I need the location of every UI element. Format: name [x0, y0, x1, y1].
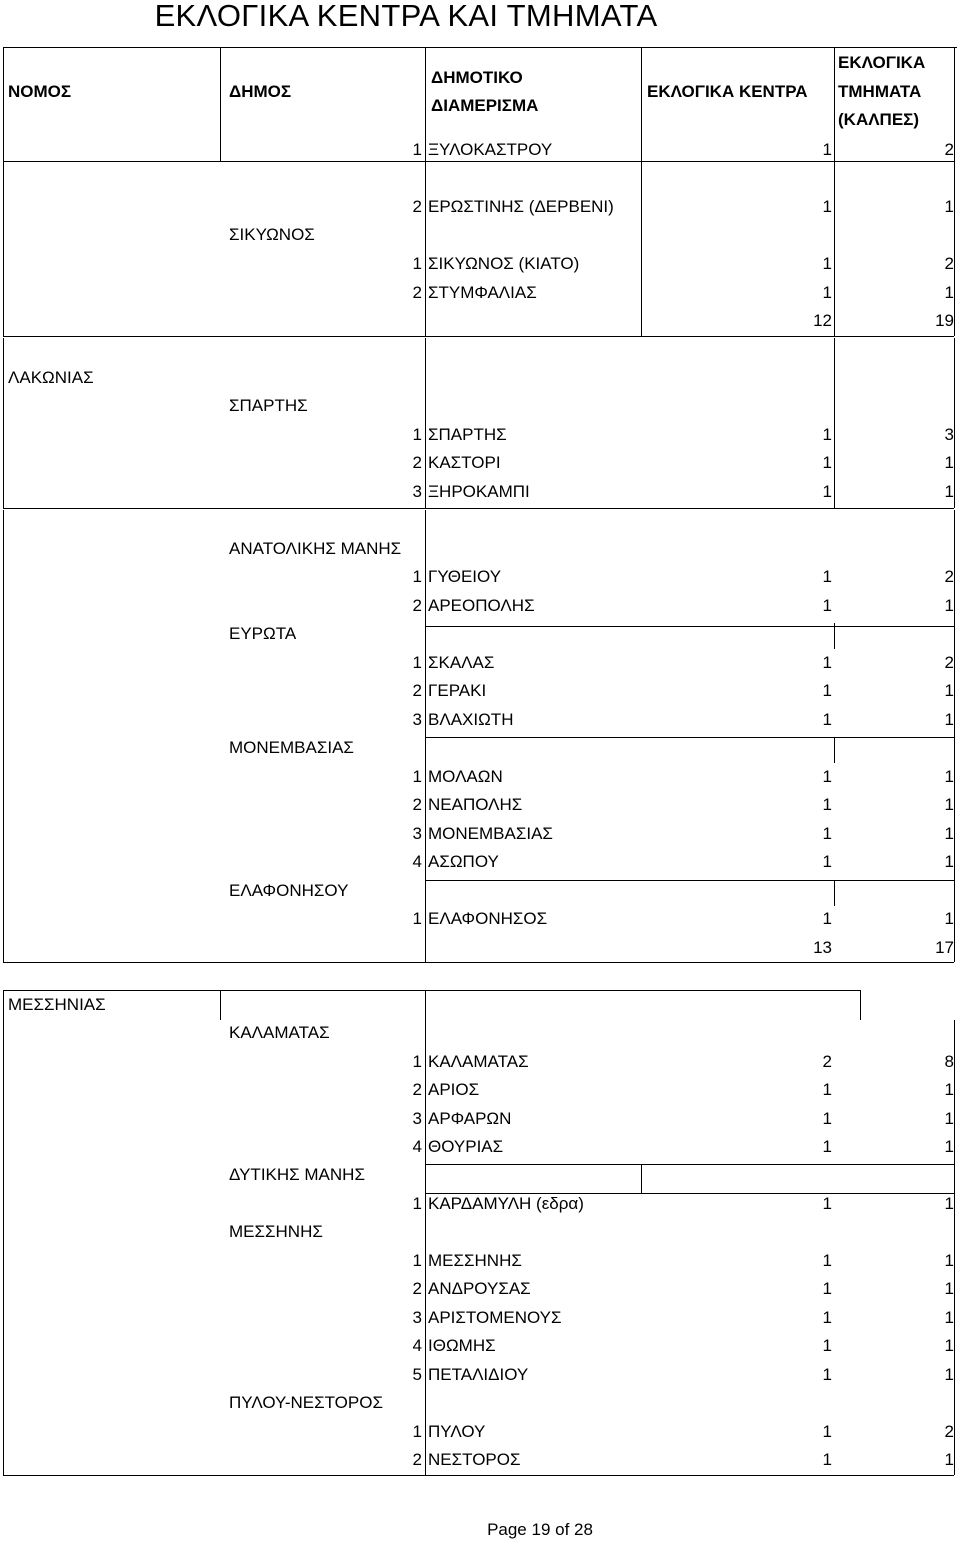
- kentra-count: 1: [822, 1109, 832, 1128]
- grid-line: [425, 510, 426, 962]
- diamerisma-number: 2: [412, 1279, 422, 1298]
- kentra-count: 1: [822, 909, 832, 928]
- diamerisma-name: ΑΝΔΡΟΥΣΑΣ: [428, 1279, 531, 1298]
- grid-line: [3, 508, 954, 509]
- diamerisma-number: 3: [412, 824, 422, 843]
- tmimata-count: 2: [944, 653, 954, 672]
- diamerisma-number: 3: [412, 482, 422, 501]
- tmimata-count: 1: [944, 852, 954, 871]
- diamerisma-name: ΙΘΩΜΗΣ: [428, 1336, 496, 1355]
- dimos-cell: ΜΕΣΣΗΝΗΣ: [229, 1222, 323, 1241]
- kentra-count: 1: [822, 140, 832, 159]
- diamerisma-name: ΑΡΙΣΤΟΜΕΝΟΥΣ: [428, 1308, 562, 1327]
- grid-line: [3, 1475, 954, 1476]
- tmimata-count: 1: [944, 1109, 954, 1128]
- nomos-cell: ΛΑΚΩΝΙΑΣ: [8, 368, 94, 387]
- grid-line: [3, 161, 955, 162]
- dimos-cell: ΜΟΝΕΜΒΑΣΙΑΣ: [229, 738, 354, 757]
- kentra-count: 1: [822, 425, 832, 444]
- diamerisma-number: 1: [412, 254, 422, 273]
- kentra-count: 1: [822, 681, 832, 700]
- dimos-cell: ΣΙΚΥΩΝΟΣ: [229, 225, 315, 244]
- diamerisma-number: 3: [412, 1109, 422, 1128]
- tmimata-count: 19: [935, 311, 954, 330]
- tmimata-count: 1: [944, 1279, 954, 1298]
- tmimata-count: 1: [944, 681, 954, 700]
- diamerisma-name: ΝΕΑΠΟΛΗΣ: [428, 795, 523, 814]
- tmimata-count: 2: [944, 567, 954, 586]
- diamerisma-name: ΑΡΦΑΡΩΝ: [428, 1109, 512, 1128]
- grid-line: [3, 161, 4, 336]
- tmimata-count: 1: [944, 1336, 954, 1355]
- grid-line: [954, 338, 955, 508]
- diamerisma-name: ΓΕΡΑΚΙ: [428, 681, 487, 700]
- diamerisma-number: 2: [412, 596, 422, 615]
- header-dimos: ΔΗΜΟΣ: [229, 82, 292, 101]
- diamerisma-name: ΞΗΡΟΚΑΜΠΙ: [428, 482, 530, 501]
- diamerisma-number: 1: [412, 140, 422, 159]
- diamerisma-number: 2: [412, 681, 422, 700]
- header-tmimata-line2: ΤΜΗΜΑΤΑ: [838, 82, 922, 101]
- grid-line: [3, 336, 954, 337]
- dimos-cell: ΔΥΤΙΚΗΣ ΜΑΝΗΣ: [229, 1165, 365, 1184]
- tmimata-count: 1: [944, 1080, 954, 1099]
- dimos-cell: ΠΥΛΟΥ-ΝΕΣΤΟΡΟΣ: [229, 1393, 383, 1412]
- kentra-count: 13: [813, 938, 832, 957]
- grid-line: [3, 962, 954, 963]
- header-diamerisma-line2: ΔΙΑΜΕΡΙΣΜΑ: [431, 96, 539, 115]
- grid-line: [954, 161, 955, 336]
- diamerisma-name: ΚΑΛΑΜΑΤΑΣ: [428, 1052, 529, 1071]
- kentra-count: 1: [822, 1080, 832, 1099]
- diamerisma-number: 2: [412, 1450, 422, 1469]
- tmimata-count: 1: [944, 795, 954, 814]
- grid-line: [834, 166, 835, 192]
- grid-line: [641, 166, 642, 192]
- dimos-cell: ΕΛΑΦΟΝΗΣΟΥ: [229, 881, 349, 900]
- header-diamerisma-line1: ΔΗΜΟΤΙΚΟ: [431, 68, 523, 87]
- grid-line: [3, 990, 861, 991]
- grid-line: [834, 880, 835, 906]
- kentra-count: 1: [822, 1336, 832, 1355]
- grid-line: [425, 880, 954, 881]
- kentra-count: 1: [822, 567, 832, 586]
- diamerisma-number: 1: [412, 425, 422, 444]
- diamerisma-number: 2: [412, 283, 422, 302]
- kentra-count: 1: [822, 482, 832, 501]
- grid-line: [220, 47, 221, 162]
- kentra-count: 1: [822, 852, 832, 871]
- nomos-cell: ΜΕΣΣΗΝΙΑΣ: [8, 995, 106, 1014]
- tmimata-count: 1: [944, 1308, 954, 1327]
- kentra-count: 1: [822, 254, 832, 273]
- diamerisma-name: ΕΛΑΦΟΝΗΣΟΣ: [428, 909, 548, 928]
- grid-line: [3, 47, 4, 162]
- tmimata-count: 1: [944, 1194, 954, 1213]
- kentra-count: 1: [822, 710, 832, 729]
- page-title: ΕΚΛΟΓΙΚΑ ΚΕΝΤΡΑ ΚΑΙ ΤΜΗΜΑΤΑ: [154, 0, 658, 33]
- diamerisma-number: 1: [412, 653, 422, 672]
- dimos-cell: ΣΠΑΡΤΗΣ: [229, 396, 308, 415]
- diamerisma-name: ΝΕΣΤΟΡΟΣ: [428, 1450, 521, 1469]
- grid-line: [425, 1164, 954, 1165]
- tmimata-count: 1: [944, 596, 954, 615]
- diamerisma-name: ΜΟΝΕΜΒΑΣΙΑΣ: [428, 824, 553, 843]
- kentra-count: 1: [822, 1194, 832, 1213]
- diamerisma-number: 1: [412, 567, 422, 586]
- tmimata-count: 8: [944, 1052, 954, 1071]
- tmimata-count: 1: [944, 1137, 954, 1156]
- diamerisma-number: 1: [412, 1251, 422, 1270]
- grid-line: [641, 47, 642, 162]
- diamerisma-name: ΣΙΚΥΩΝΟΣ (ΚΙΑΤΟ): [428, 254, 580, 273]
- diamerisma-number: 5: [412, 1365, 422, 1384]
- tmimata-count: 1: [944, 482, 954, 501]
- header-tmimata-line1: ΕΚΛΟΓΙΚΑ: [838, 53, 926, 72]
- diamerisma-number: 1: [412, 1422, 422, 1441]
- grid-line: [425, 166, 426, 192]
- tmimata-count: 2: [944, 254, 954, 273]
- grid-line: [954, 47, 955, 162]
- diamerisma-name: ΜΟΛΑΩΝ: [428, 767, 503, 786]
- kentra-count: 1: [822, 596, 832, 615]
- grid-line: [954, 1020, 955, 1475]
- grid-line: [834, 737, 835, 763]
- grid-line: [834, 47, 835, 162]
- diamerisma-number: 1: [412, 909, 422, 928]
- diamerisma-name: ΠΥΛΟΥ: [428, 1422, 486, 1441]
- kentra-count: 1: [822, 453, 832, 472]
- kentra-count: 1: [822, 197, 832, 216]
- tmimata-count: 1: [944, 1365, 954, 1384]
- kentra-count: 2: [822, 1052, 832, 1071]
- grid-line: [860, 990, 861, 1020]
- diamerisma-number: 2: [412, 1080, 422, 1099]
- header-nomos: ΝΟΜΟΣ: [8, 82, 72, 101]
- diamerisma-name: ΒΛΑΧΙΩΤΗ: [428, 710, 514, 729]
- diamerisma-name: ΘΟΥΡΙΑΣ: [428, 1137, 504, 1156]
- diamerisma-name: ΣΠΑΡΤΗΣ: [428, 425, 507, 444]
- tmimata-count: 1: [944, 283, 954, 302]
- header-tmimata-line3: (ΚΑΛΠΕΣ): [838, 110, 920, 129]
- grid-line: [425, 47, 426, 162]
- diamerisma-name: ΣΚΑΛΑΣ: [428, 653, 495, 672]
- kentra-count: 1: [822, 1450, 832, 1469]
- grid-line: [834, 338, 835, 508]
- tmimata-count: 1: [944, 197, 954, 216]
- tmimata-count: 2: [944, 1422, 954, 1441]
- dimos-cell: ΑΝΑΤΟΛΙΚΗΣ ΜΑΝΗΣ: [229, 539, 402, 558]
- kentra-count: 1: [822, 283, 832, 302]
- tmimata-count: 1: [944, 1450, 954, 1469]
- tmimata-count: 3: [944, 425, 954, 444]
- kentra-count: 1: [822, 824, 832, 843]
- diamerisma-name: ΓΥΘΕΙΟΥ: [428, 567, 502, 586]
- grid-line: [3, 510, 4, 962]
- diamerisma-number: 2: [412, 453, 422, 472]
- grid-line: [954, 510, 955, 962]
- grid-line: [425, 737, 954, 738]
- tmimata-count: 1: [944, 909, 954, 928]
- grid-line: [220, 990, 221, 1020]
- diamerisma-name: ΑΡΙΟΣ: [428, 1080, 480, 1099]
- diamerisma-name: ΠΕΤΑΛΙΔΙΟΥ: [428, 1365, 529, 1384]
- header-kentra: ΕΚΛΟΓΙΚΑ ΚΕΝΤΡΑ: [647, 82, 808, 101]
- kentra-count: 1: [822, 795, 832, 814]
- diamerisma-name: ΚΑΣΤΟΡΙ: [428, 453, 501, 472]
- tmimata-count: 1: [944, 767, 954, 786]
- dimos-cell: ΚΑΛΑΜΑΤΑΣ: [229, 1023, 330, 1042]
- grid-line: [3, 990, 4, 1475]
- tmimata-count: 1: [944, 1251, 954, 1270]
- grid-line: [3, 47, 957, 48]
- grid-line: [425, 626, 954, 627]
- diamerisma-name: ΚΑΡΔΑΜΥΛΗ (εδρα): [428, 1194, 584, 1213]
- kentra-count: 1: [822, 1308, 832, 1327]
- diamerisma-name: ΑΣΩΠΟΥ: [428, 852, 499, 871]
- grid-line: [425, 1193, 954, 1194]
- grid-line: [425, 990, 426, 1020]
- diamerisma-number: 2: [412, 795, 422, 814]
- diamerisma-name: ΑΡΕΟΠΟΛΗΣ: [428, 596, 535, 615]
- diamerisma-number: 2: [412, 197, 422, 216]
- grid-line: [834, 623, 835, 649]
- diamerisma-number: 1: [412, 1052, 422, 1071]
- diamerisma-number: 3: [412, 1308, 422, 1327]
- diamerisma-number: 4: [412, 1336, 422, 1355]
- grid-line: [425, 338, 426, 508]
- dimos-cell: ΕΥΡΩΤΑ: [229, 624, 297, 643]
- kentra-count: 1: [822, 767, 832, 786]
- tmimata-count: 1: [944, 710, 954, 729]
- kentra-count: 1: [822, 1365, 832, 1384]
- diamerisma-name: ΣΤΥΜΦΑΛΙΑΣ: [428, 283, 537, 302]
- kentra-count: 1: [822, 653, 832, 672]
- page-footer: Page 19 of 28: [487, 1520, 593, 1539]
- diamerisma-number: 4: [412, 852, 422, 871]
- diamerisma-name: ΜΕΣΣΗΝΗΣ: [428, 1251, 522, 1270]
- kentra-count: 1: [822, 1422, 832, 1441]
- kentra-count: 1: [822, 1137, 832, 1156]
- diamerisma-name: ΞΥΛΟΚΑΣΤΡΟΥ: [428, 140, 553, 159]
- diamerisma-number: 1: [412, 1194, 422, 1213]
- diamerisma-number: 1: [412, 767, 422, 786]
- tmimata-count: 1: [944, 824, 954, 843]
- kentra-count: 1: [822, 1251, 832, 1270]
- tmimata-count: 2: [944, 140, 954, 159]
- kentra-count: 12: [813, 311, 832, 330]
- diamerisma-number: 4: [412, 1137, 422, 1156]
- grid-line: [641, 1164, 642, 1194]
- tmimata-count: 1: [944, 453, 954, 472]
- grid-line: [3, 338, 4, 508]
- kentra-count: 1: [822, 1279, 832, 1298]
- tmimata-count: 17: [935, 938, 954, 957]
- grid-line: [425, 1020, 426, 1475]
- diamerisma-name: ΕΡΩΣΤΙΝΗΣ (ΔΕΡΒΕΝΙ): [428, 197, 614, 216]
- diamerisma-number: 3: [412, 710, 422, 729]
